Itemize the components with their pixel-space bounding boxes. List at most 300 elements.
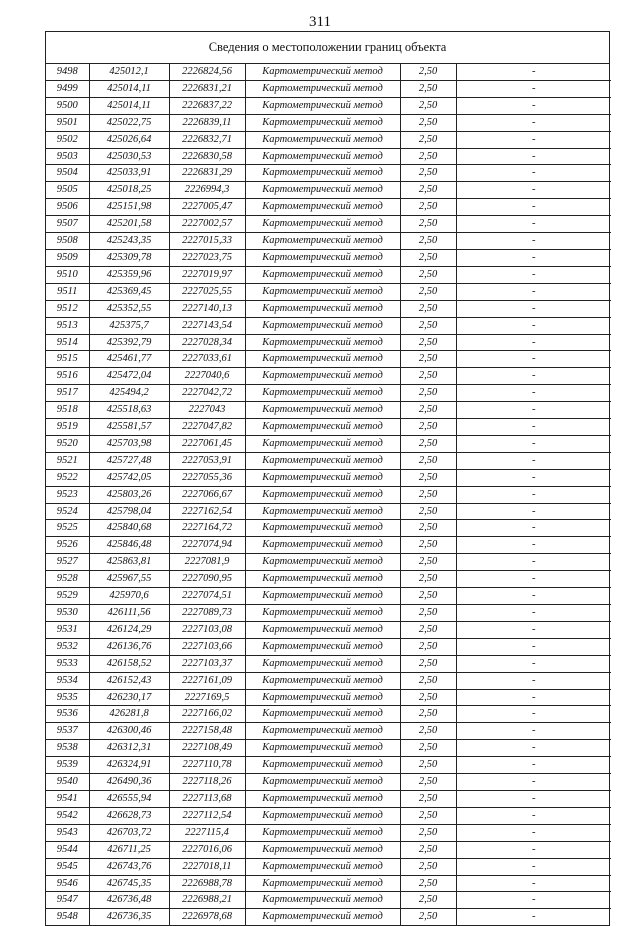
table-row	[46, 80, 611, 97]
x-coordinate-cell: 425970,6	[89, 588, 169, 605]
table-row	[46, 368, 611, 385]
y-coordinate-cell: 2227055,36	[169, 469, 245, 486]
x-coordinate-cell: 426736,48	[89, 892, 169, 909]
method-cell: Картометрический метод	[245, 233, 400, 250]
method-cell: Картометрический метод	[245, 402, 400, 419]
point-number-cell: 9502	[46, 131, 89, 148]
table-title: Сведения о местоположении границ объекта	[46, 32, 609, 64]
table-row	[46, 233, 611, 250]
y-coordinate-cell: 2227028,34	[169, 334, 245, 351]
method-cell: Картометрический метод	[245, 638, 400, 655]
accuracy-cell: 2,50	[400, 790, 456, 807]
y-coordinate-cell: 2227112,54	[169, 807, 245, 824]
description-cell: -	[456, 807, 611, 824]
point-number-cell: 9508	[46, 233, 89, 250]
x-coordinate-cell: 426736,35	[89, 909, 169, 925]
accuracy-cell: 2,50	[400, 419, 456, 436]
table-row	[46, 875, 611, 892]
accuracy-cell: 2,50	[400, 64, 456, 80]
method-cell: Картометрический метод	[245, 740, 400, 757]
description-cell: -	[456, 503, 611, 520]
y-coordinate-cell: 2226837,22	[169, 97, 245, 114]
x-coordinate-cell: 425014,11	[89, 80, 169, 97]
y-coordinate-cell: 2227161,09	[169, 672, 245, 689]
description-cell: -	[456, 148, 611, 165]
y-coordinate-cell: 2227033,61	[169, 351, 245, 368]
method-cell: Картометрический метод	[245, 419, 400, 436]
accuracy-cell: 2,50	[400, 824, 456, 841]
table-row	[46, 537, 611, 554]
point-number-cell: 9506	[46, 199, 89, 216]
x-coordinate-cell: 425033,91	[89, 165, 169, 182]
y-coordinate-cell: 2227081,9	[169, 554, 245, 571]
x-coordinate-cell: 425840,68	[89, 520, 169, 537]
description-cell: -	[456, 740, 611, 757]
point-number-cell: 9543	[46, 824, 89, 841]
description-cell: -	[456, 588, 611, 605]
description-cell: -	[456, 114, 611, 131]
table-row	[46, 689, 611, 706]
description-cell: -	[456, 249, 611, 266]
x-coordinate-cell: 425461,77	[89, 351, 169, 368]
y-coordinate-cell: 2227005,47	[169, 199, 245, 216]
y-coordinate-cell: 2227074,94	[169, 537, 245, 554]
method-cell: Картометрический метод	[245, 672, 400, 689]
table-row	[46, 300, 611, 317]
y-coordinate-cell: 2227162,54	[169, 503, 245, 520]
method-cell: Картометрический метод	[245, 807, 400, 824]
method-cell: Картометрический метод	[245, 300, 400, 317]
accuracy-cell: 2,50	[400, 706, 456, 723]
accuracy-cell: 2,50	[400, 909, 456, 925]
method-cell: Картометрический метод	[245, 334, 400, 351]
x-coordinate-cell: 425201,58	[89, 216, 169, 233]
y-coordinate-cell: 2226832,71	[169, 131, 245, 148]
x-coordinate-cell: 426152,43	[89, 672, 169, 689]
table-row	[46, 554, 611, 571]
method-cell: Картометрический метод	[245, 757, 400, 774]
accuracy-cell: 2,50	[400, 249, 456, 266]
table-row	[46, 571, 611, 588]
method-cell: Картометрический метод	[245, 368, 400, 385]
table-row	[46, 740, 611, 757]
method-cell: Картометрический метод	[245, 621, 400, 638]
description-cell: -	[532, 911, 536, 923]
description-cell: -	[456, 97, 611, 114]
x-coordinate-cell: 425742,05	[89, 469, 169, 486]
x-coordinate-cell: 425803,26	[89, 486, 169, 503]
table-row	[46, 216, 611, 233]
method-cell: Картометрический метод	[245, 469, 400, 486]
x-coordinate-cell: 425518,63	[89, 402, 169, 419]
method-cell: Картометрический метод	[245, 689, 400, 706]
point-number-cell: 9515	[46, 351, 89, 368]
method-cell: Картометрический метод	[245, 114, 400, 131]
description-cell: -	[456, 469, 611, 486]
point-number-cell: 9500	[46, 97, 89, 114]
accuracy-cell: 2,50	[400, 148, 456, 165]
point-number-cell: 9530	[46, 605, 89, 622]
accuracy-cell: 2,50	[400, 334, 456, 351]
point-number-cell: 9534	[46, 672, 89, 689]
point-number-cell: 9526	[46, 537, 89, 554]
point-number-cell: 9514	[46, 334, 89, 351]
y-coordinate-cell: 2227140,13	[169, 300, 245, 317]
y-coordinate-cell: 2227025,55	[169, 283, 245, 300]
coordinates-sheet	[45, 31, 610, 926]
table-row	[46, 605, 611, 622]
accuracy-cell: 2,50	[400, 571, 456, 588]
method-cell: Картометрический метод	[245, 655, 400, 672]
x-coordinate-cell: 425798,04	[89, 503, 169, 520]
accuracy-cell: 2,50	[400, 503, 456, 520]
x-coordinate-cell: 426136,76	[89, 638, 169, 655]
y-coordinate-cell: 2227143,54	[169, 317, 245, 334]
description-cell: -	[456, 723, 611, 740]
method-cell: Картометрический метод	[245, 64, 400, 80]
table-row	[46, 486, 611, 503]
description-cell: -	[456, 757, 611, 774]
accuracy-cell: 2,50	[400, 892, 456, 909]
description-cell: -	[456, 385, 611, 402]
table-row	[46, 807, 611, 824]
accuracy-cell: 2,50	[400, 300, 456, 317]
table-row	[46, 655, 611, 672]
table-row	[46, 824, 611, 841]
description-cell: -	[456, 672, 611, 689]
point-number-cell: 9509	[46, 249, 89, 266]
y-coordinate-cell: 2227103,08	[169, 621, 245, 638]
x-coordinate-cell: 425012,1	[89, 64, 169, 80]
point-number-cell: 9510	[46, 266, 89, 283]
method-cell: Картометрический метод	[245, 97, 400, 114]
point-number-cell: 9519	[46, 419, 89, 436]
x-coordinate-cell: 426703,72	[89, 824, 169, 841]
x-coordinate-cell: 425703,98	[89, 435, 169, 452]
accuracy-cell: 2,50	[400, 165, 456, 182]
method-cell: Картометрический метод	[245, 249, 400, 266]
y-coordinate-cell: 2226831,29	[169, 165, 245, 182]
description-cell: -	[456, 283, 611, 300]
y-coordinate-cell: 2227053,91	[169, 452, 245, 469]
accuracy-cell: 2,50	[400, 452, 456, 469]
point-number-cell: 9548	[46, 909, 89, 925]
table-row	[46, 858, 611, 875]
method-cell: Картометрический метод	[245, 892, 400, 909]
method-cell: Картометрический метод	[245, 706, 400, 723]
description-cell: -	[456, 452, 611, 469]
table-row	[46, 503, 611, 520]
table-row	[46, 182, 611, 199]
table-row	[46, 520, 611, 537]
accuracy-cell: 2,50	[400, 435, 456, 452]
y-coordinate-cell: 2227103,66	[169, 638, 245, 655]
table-row	[46, 892, 611, 909]
accuracy-cell: 2,50	[400, 486, 456, 503]
x-coordinate-cell: 425392,79	[89, 334, 169, 351]
accuracy-cell: 2,50	[400, 655, 456, 672]
accuracy-cell: 2,50	[400, 638, 456, 655]
table-row	[46, 757, 611, 774]
y-coordinate-cell: 2226824,56	[169, 64, 245, 80]
accuracy-cell: 2,50	[400, 402, 456, 419]
y-coordinate-cell: 2227166,02	[169, 706, 245, 723]
method-cell: Картометрический метод	[245, 554, 400, 571]
table-row	[46, 672, 611, 689]
description-cell: -	[456, 520, 611, 537]
method-cell: Картометрический метод	[245, 80, 400, 97]
description-cell: -	[456, 131, 611, 148]
table-row	[46, 469, 611, 486]
point-number-cell: 9523	[46, 486, 89, 503]
y-coordinate-cell: 2226988,78	[169, 875, 245, 892]
description-cell: -	[456, 858, 611, 875]
description-cell: -	[456, 216, 611, 233]
method-cell: Картометрический метод	[245, 875, 400, 892]
method-cell: Картометрический метод	[245, 182, 400, 199]
x-coordinate-cell: 425967,55	[89, 571, 169, 588]
x-coordinate-cell: 425863,81	[89, 554, 169, 571]
x-coordinate-cell: 425243,35	[89, 233, 169, 250]
point-number-cell: 9516	[46, 368, 89, 385]
accuracy-cell: 2,50	[400, 283, 456, 300]
point-number-cell: 9512	[46, 300, 89, 317]
accuracy-cell: 2,50	[400, 233, 456, 250]
method-cell: Картометрический метод	[245, 486, 400, 503]
x-coordinate-cell: 425014,11	[89, 97, 169, 114]
description-cell: -	[456, 182, 611, 199]
accuracy-cell: 2,50	[400, 266, 456, 283]
description-cell: -	[456, 605, 611, 622]
method-cell: Картометрический метод	[245, 858, 400, 875]
y-coordinate-cell: 2227115,4	[169, 824, 245, 841]
x-coordinate-cell: 426711,25	[89, 841, 169, 858]
method-cell: Картометрический метод	[245, 452, 400, 469]
accuracy-cell: 2,50	[400, 554, 456, 571]
table-row	[46, 790, 611, 807]
accuracy-cell: 2,50	[400, 875, 456, 892]
table-row	[46, 97, 611, 114]
table-row	[46, 419, 611, 436]
x-coordinate-cell: 426555,94	[89, 790, 169, 807]
accuracy-cell: 2,50	[400, 689, 456, 706]
accuracy-cell: 2,50	[400, 469, 456, 486]
y-coordinate-cell: 2227002,57	[169, 216, 245, 233]
x-coordinate-cell: 426281,8	[89, 706, 169, 723]
point-number-cell: 9532	[46, 638, 89, 655]
accuracy-cell: 2,50	[400, 317, 456, 334]
y-coordinate-cell: 2226978,68	[169, 909, 245, 925]
description-cell: -	[456, 351, 611, 368]
accuracy-cell: 2,50	[400, 114, 456, 131]
table-row	[46, 334, 611, 351]
point-number-cell: 9539	[46, 757, 89, 774]
point-number-cell: 9503	[46, 148, 89, 165]
table-row	[46, 385, 611, 402]
method-cell: Картометрический метод	[245, 385, 400, 402]
x-coordinate-cell: 426743,76	[89, 858, 169, 875]
accuracy-cell: 2,50	[400, 588, 456, 605]
y-coordinate-cell: 2227090,95	[169, 571, 245, 588]
description-cell: -	[456, 571, 611, 588]
method-cell: Картометрический метод	[245, 503, 400, 520]
point-number-cell: 9513	[46, 317, 89, 334]
accuracy-cell: 2,50	[400, 199, 456, 216]
description-cell: -	[456, 554, 611, 571]
accuracy-cell: 2,50	[400, 80, 456, 97]
y-coordinate-cell: 2226839,11	[169, 114, 245, 131]
x-coordinate-cell: 426324,91	[89, 757, 169, 774]
description-cell: -	[456, 64, 611, 80]
x-coordinate-cell: 426158,52	[89, 655, 169, 672]
x-coordinate-cell: 426628,73	[89, 807, 169, 824]
description-cell: -	[456, 368, 611, 385]
y-coordinate-cell: 2226988,21	[169, 892, 245, 909]
accuracy-cell: 2,50	[400, 858, 456, 875]
y-coordinate-cell: 2227108,49	[169, 740, 245, 757]
x-coordinate-cell: 426124,29	[89, 621, 169, 638]
method-cell: Картометрический метод	[245, 435, 400, 452]
x-coordinate-cell: 425494,2	[89, 385, 169, 402]
description-cell: -	[456, 841, 611, 858]
method-cell: Картометрический метод	[245, 571, 400, 588]
accuracy-cell: 2,50	[400, 757, 456, 774]
method-cell: Картометрический метод	[245, 199, 400, 216]
description-cell: -	[456, 638, 611, 655]
point-number-cell: 9507	[46, 216, 89, 233]
description-cell: -	[456, 689, 611, 706]
y-coordinate-cell: 2227015,33	[169, 233, 245, 250]
table-row	[46, 402, 611, 419]
method-cell: Картометрический метод	[245, 520, 400, 537]
method-cell: Картометрический метод	[245, 131, 400, 148]
point-number-cell: 9536	[46, 706, 89, 723]
accuracy-cell: 2,50	[400, 672, 456, 689]
y-coordinate-cell: 2226830,58	[169, 148, 245, 165]
table-row	[46, 114, 611, 131]
x-coordinate-cell: 425727,48	[89, 452, 169, 469]
point-number-cell: 9527	[46, 554, 89, 571]
method-cell: Картометрический метод	[245, 283, 400, 300]
description-cell: -	[456, 790, 611, 807]
description-cell: -	[456, 435, 611, 452]
accuracy-cell: 2,50	[400, 774, 456, 791]
x-coordinate-cell: 425030,53	[89, 148, 169, 165]
x-coordinate-cell: 425375,7	[89, 317, 169, 334]
y-coordinate-cell: 2226831,21	[169, 80, 245, 97]
method-cell: Картометрический метод	[245, 841, 400, 858]
method-cell: Картометрический метод	[245, 774, 400, 791]
coordinates-table	[46, 64, 611, 925]
table-row	[46, 64, 611, 80]
y-coordinate-cell: 2227016,06	[169, 841, 245, 858]
y-coordinate-cell: 2227103,37	[169, 655, 245, 672]
x-coordinate-cell: 425472,04	[89, 368, 169, 385]
point-number-cell: 9499	[46, 80, 89, 97]
table-row	[46, 283, 611, 300]
description-cell: -	[456, 165, 611, 182]
description-cell: -	[456, 774, 611, 791]
method-cell: Картометрический метод	[245, 537, 400, 554]
point-number-cell: 9544	[46, 841, 89, 858]
y-coordinate-cell: 2227040,6	[169, 368, 245, 385]
description-cell: -	[456, 402, 611, 419]
accuracy-cell: 2,50	[400, 368, 456, 385]
x-coordinate-cell: 425018,25	[89, 182, 169, 199]
description-cell: -	[456, 486, 611, 503]
x-coordinate-cell: 426745,35	[89, 875, 169, 892]
point-number-cell: 9540	[46, 774, 89, 791]
y-coordinate-cell: 2227042,72	[169, 385, 245, 402]
method-cell: Картометрический метод	[245, 148, 400, 165]
accuracy-cell: 2,50	[400, 351, 456, 368]
table-row	[46, 165, 611, 182]
method-cell: Картометрический метод	[245, 723, 400, 740]
method-cell: Картометрический метод	[245, 216, 400, 233]
table-row	[46, 774, 611, 791]
table-row	[46, 706, 611, 723]
point-number-cell: 9546	[46, 875, 89, 892]
method-cell: Картометрический метод	[245, 588, 400, 605]
description-cell: -	[456, 334, 611, 351]
description-cell: -	[456, 199, 611, 216]
description-cell: -	[456, 892, 611, 909]
table-row	[46, 435, 611, 452]
y-coordinate-cell: 2227066,67	[169, 486, 245, 503]
point-number-cell: 9528	[46, 571, 89, 588]
table-row	[46, 266, 611, 283]
point-number-cell: 9525	[46, 520, 89, 537]
accuracy-cell: 2,50	[400, 841, 456, 858]
point-number-cell: 9518	[46, 402, 89, 419]
method-cell: Картометрический метод	[245, 317, 400, 334]
description-cell: -	[456, 233, 611, 250]
y-coordinate-cell: 2227118,26	[169, 774, 245, 791]
y-coordinate-cell: 2226994,3	[169, 182, 245, 199]
table-row	[46, 452, 611, 469]
table-row	[46, 723, 611, 740]
accuracy-cell: 2,50	[400, 385, 456, 402]
table-row	[46, 621, 611, 638]
point-number-cell: 9501	[46, 114, 89, 131]
x-coordinate-cell: 425022,75	[89, 114, 169, 131]
description-cell: -	[456, 875, 611, 892]
y-coordinate-cell: 2227113,68	[169, 790, 245, 807]
x-coordinate-cell: 425151,98	[89, 199, 169, 216]
method-cell: Картометрический метод	[245, 165, 400, 182]
x-coordinate-cell: 425309,78	[89, 249, 169, 266]
y-coordinate-cell: 2227047,82	[169, 419, 245, 436]
accuracy-cell: 2,50	[400, 537, 456, 554]
table-row	[46, 909, 611, 925]
table-row	[46, 841, 611, 858]
point-number-cell: 9537	[46, 723, 89, 740]
point-number-cell: 9547	[46, 892, 89, 909]
x-coordinate-cell: 426312,31	[89, 740, 169, 757]
description-cell: -	[456, 80, 611, 97]
method-cell: Картометрический метод	[245, 790, 400, 807]
accuracy-cell: 2,50	[400, 520, 456, 537]
table-row	[46, 638, 611, 655]
point-number-cell: 9538	[46, 740, 89, 757]
description-cell: -	[456, 300, 611, 317]
point-number-cell: 9531	[46, 621, 89, 638]
y-coordinate-cell: 2227074,51	[169, 588, 245, 605]
y-coordinate-cell: 2227089,73	[169, 605, 245, 622]
accuracy-cell: 2,50	[400, 131, 456, 148]
description-cell: -	[456, 419, 611, 436]
x-coordinate-cell: 425359,96	[89, 266, 169, 283]
